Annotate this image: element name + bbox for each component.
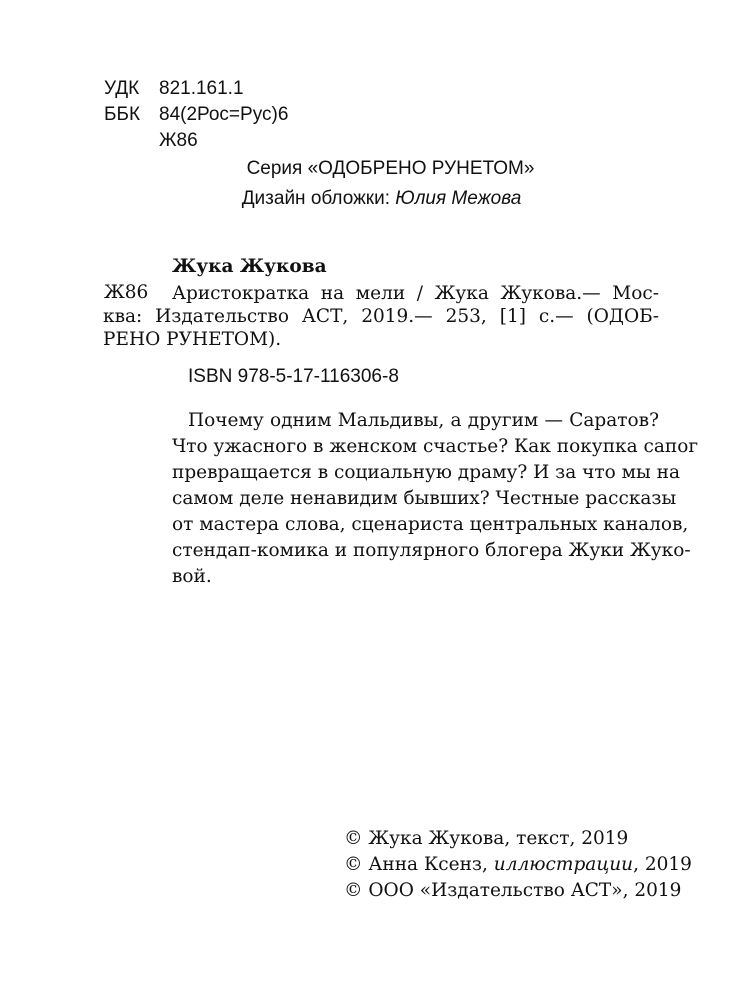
annotation-line-4: самом деле ненавидим бывших? Честные рассказы: [172, 488, 677, 509]
copyright-illustrations: [344, 852, 692, 878]
isbn: ISBN 978-5-17-116306-8: [188, 366, 399, 387]
record-line-2: ква: Издательство АСТ, 2019.— 253, [1] с.— (ОДОБ-: [103, 306, 659, 327]
annotation-line-6: стендап-комика и популярного блогера Жуки Жуко-: [172, 540, 691, 561]
author-mark: Ж86: [159, 130, 198, 151]
annotation-line-1: Почему одним Мальдивы, а другим — Саратов?: [188, 410, 659, 431]
record-line-3: РЕНО РУНЕТОМ).: [103, 329, 282, 350]
copyright-illustrator: © Анна Ксенз,: [344, 854, 488, 875]
record-line-1: Аристократка на мели / Жука Жукова.— Мос-: [172, 283, 659, 304]
copyright-block: [344, 826, 692, 904]
udk-label: УДК: [104, 78, 140, 99]
copyright-illustrations-word: иллюстрации: [493, 854, 634, 875]
design-name: Юлия Межова: [395, 188, 522, 209]
bbk-label: ББК: [104, 104, 141, 125]
annotation-line-7: вой.: [172, 566, 212, 587]
record-author: Жука Жукова: [172, 256, 327, 277]
series-line: Серия «ОДОБРЕНО РУНЕТОМ»: [246, 158, 535, 179]
bbk-value: 84(2Рос=Рус)6: [159, 104, 289, 125]
annotation: [172, 408, 699, 590]
design-label: Дизайн обложки:: [241, 188, 390, 209]
annotation-line-2: Что ужасного в женском счастье? Как покупка сапог: [172, 436, 699, 457]
design-credit: [0, 188, 743, 210]
copyright-author: © Жука Жукова, текст, 2019: [344, 828, 629, 849]
copyright-illustrations-year: , 2019: [633, 854, 692, 875]
record-mark: Ж86: [104, 282, 149, 303]
copyright-publisher: © ООО «Издательство АСТ», 2019: [344, 880, 682, 901]
annotation-line-5: от мастера слова, сценариста центральных каналов,: [172, 514, 689, 535]
udk-value: 821.161.1: [159, 78, 244, 99]
annotation-line-3: превращается в социальную драму? И за что мы на: [172, 462, 681, 483]
